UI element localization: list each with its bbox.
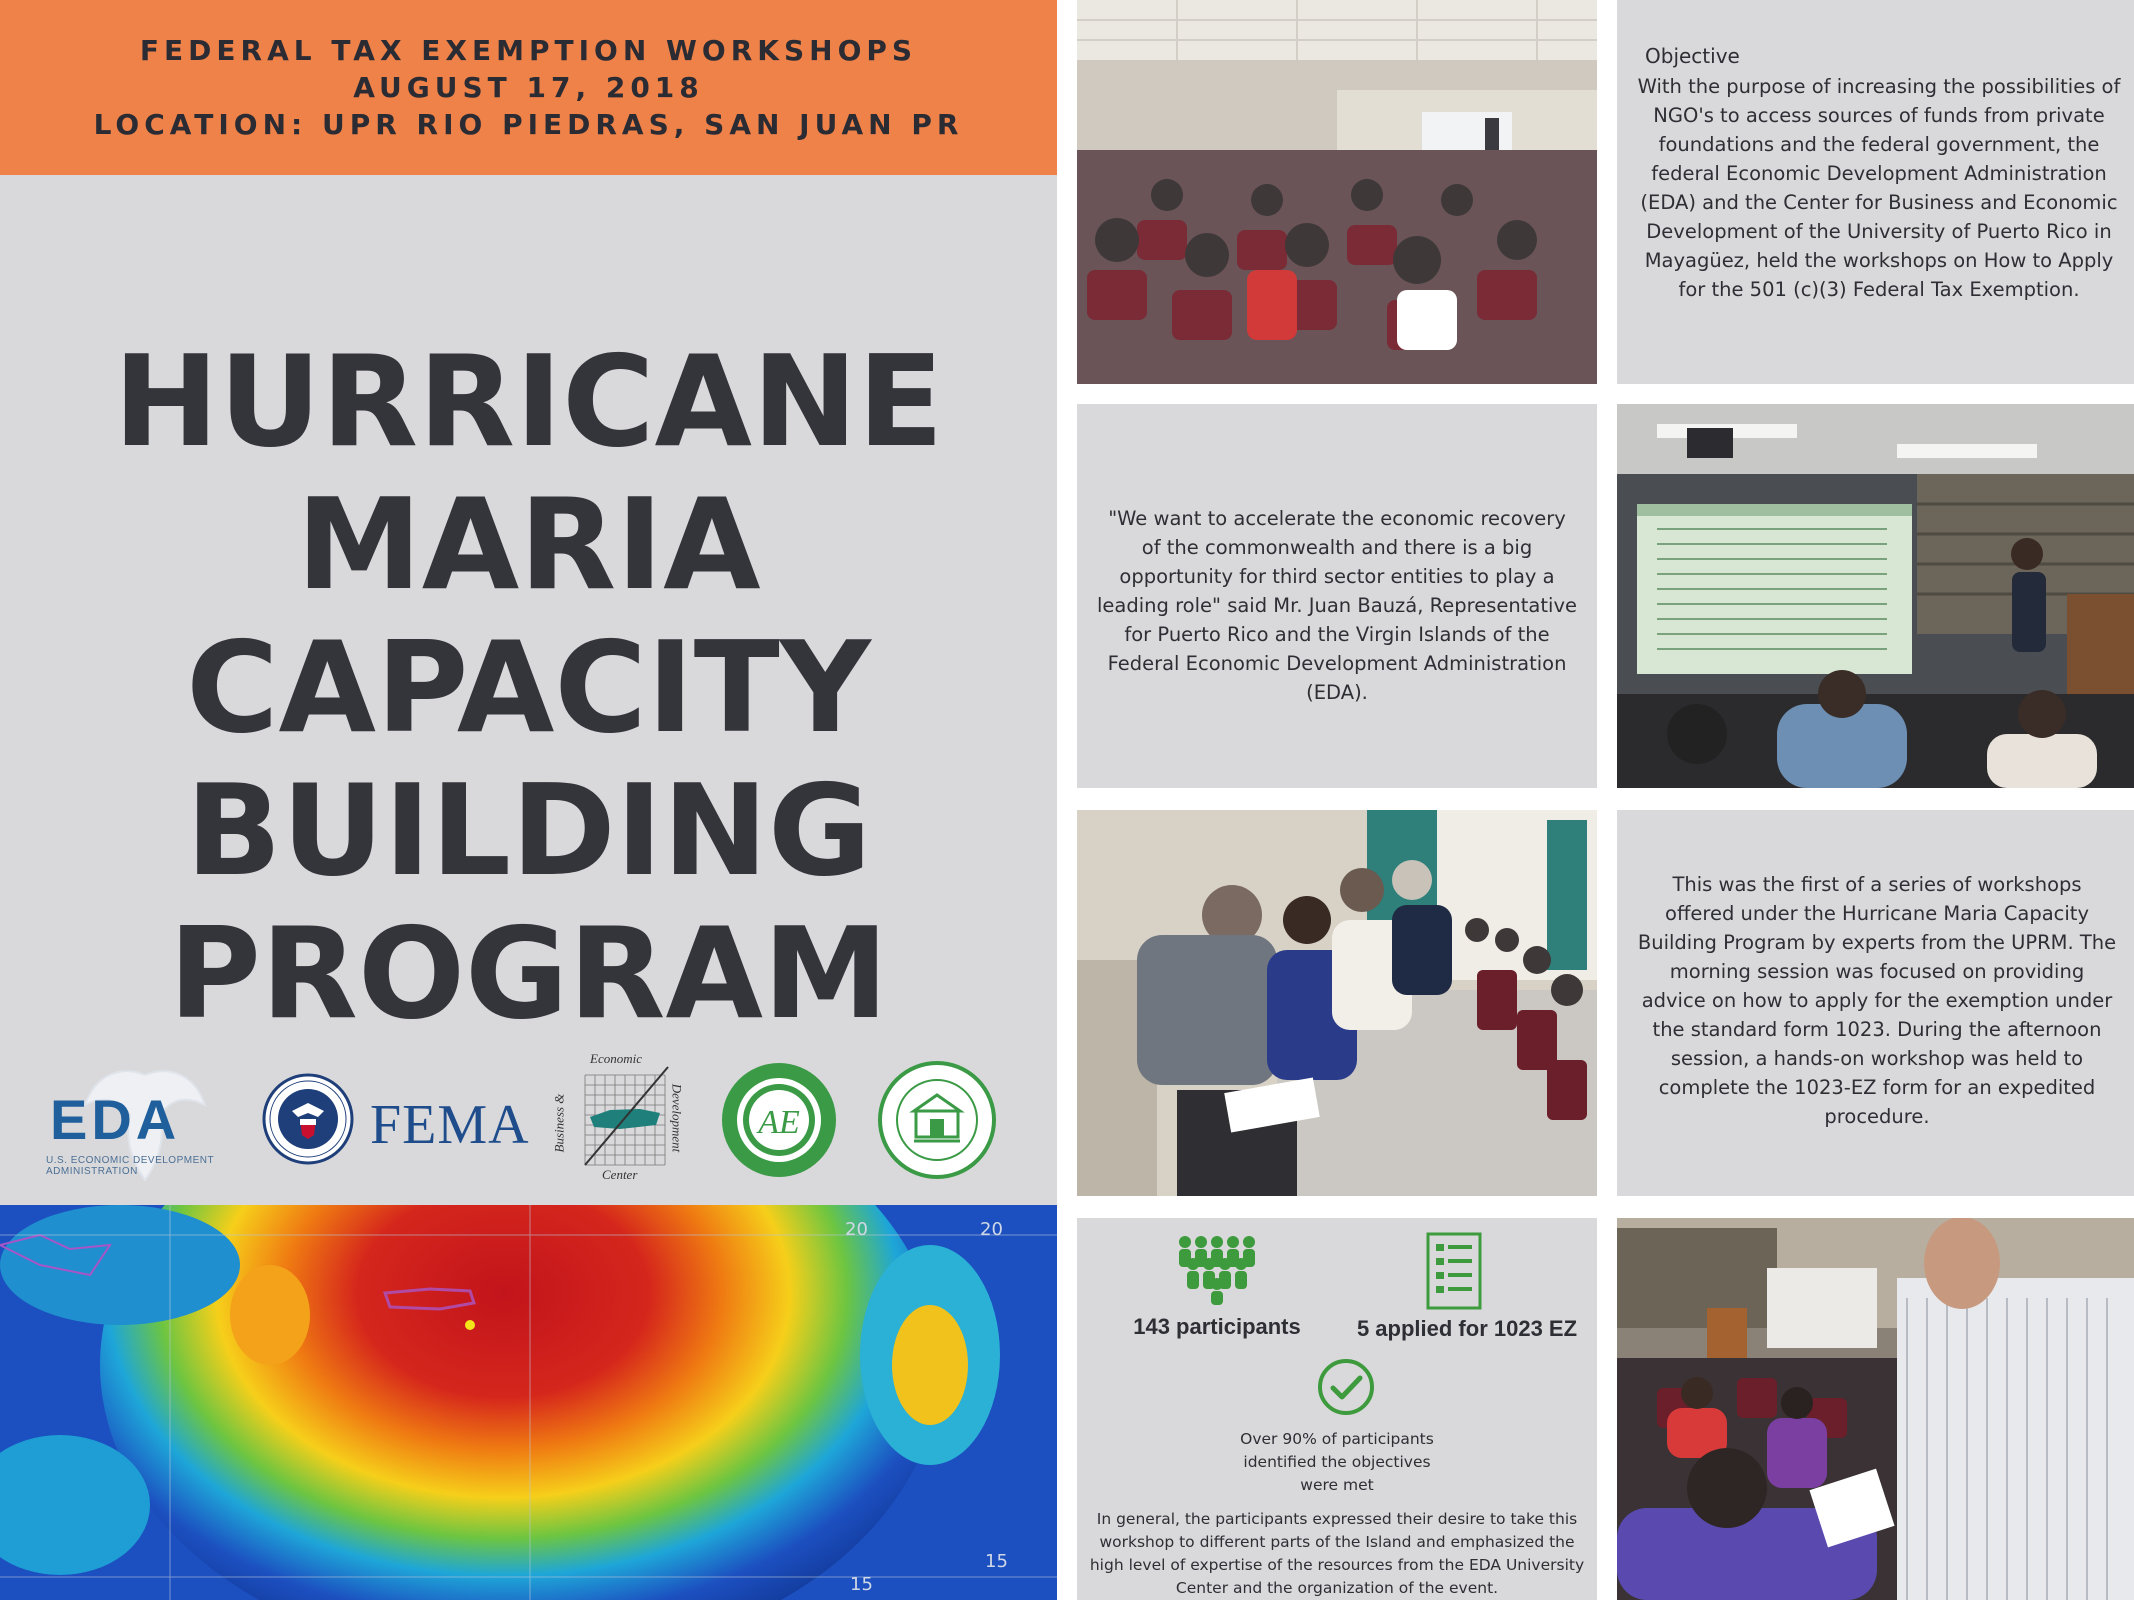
- dhs-seal-icon: [262, 1073, 354, 1165]
- instructor-assisting-photo: [1617, 1218, 2134, 1600]
- recinto-seal-icon: [878, 1061, 996, 1179]
- fema-wordmark: FEMA: [370, 1094, 530, 1156]
- bec-development-label: Development: [669, 1083, 685, 1153]
- form-checklist-icon: [1426, 1232, 1482, 1310]
- stats-panel: [1077, 1218, 1597, 1600]
- map-lat-label: 15: [985, 1551, 1008, 1572]
- workshop-title: FEDERAL TAX EXEMPTION WORKSHOPS: [139, 34, 918, 67]
- title-line: HURRICANE: [113, 328, 944, 475]
- bec-business-label: Business &: [551, 1093, 567, 1153]
- bec-logo: [551, 1051, 690, 1185]
- title-line: BUILDING: [185, 757, 872, 904]
- title-line: CAPACITY: [186, 614, 871, 761]
- eda-subtitle: U.S. ECONOMIC DEVELOPMENT ADMINISTRATION: [46, 1155, 214, 1177]
- eda-wordmark: EDA: [50, 1088, 181, 1151]
- checkmark-circle-icon: [1317, 1358, 1375, 1416]
- applied-count: 5 applied for 1023 EZ: [1356, 1316, 1578, 1341]
- participants-count: 143 participants: [1133, 1314, 1301, 1339]
- map-lat-label: 20: [980, 1219, 1003, 1240]
- objective-text: With the purpose of increasing the possibilities of NGO's to access sources of funds from private foundations and the federal government, the federal Economic Development Administration (EDA) and the Center for Business and Economic Development of the University of Puerto Rico in Mayagüez, held the workshops on How to Apply for the 501 (c)(3) Federal Tax Exemption.: [1637, 75, 2121, 301]
- participants-photo: [1077, 810, 1597, 1196]
- map-lat-label: 20: [845, 1219, 868, 1240]
- header-band: [0, 0, 1057, 175]
- workshop-audience-photo: [1077, 0, 1597, 384]
- presenter-photo: [1617, 404, 2134, 788]
- ae-seal-icon: [720, 1061, 838, 1179]
- series-panel: [1617, 810, 2134, 1196]
- quote-text: "We want to accelerate the economic recovery of the commonwealth and there is a big opportunity for third sector entities to play a leading role" said Mr. Juan Bauzá, Representative for Puerto Rico and the Virgin Islands of the Federal Economic Development Administration (EDA).: [1097, 507, 1577, 704]
- hurricane-satellite-image: [0, 1205, 1057, 1600]
- workshop-location: LOCATION: UPR RIO PIEDRAS, SAN JUAN PR: [93, 108, 964, 141]
- program-title: [0, 330, 1057, 1045]
- objective-heading: Objective: [1645, 44, 1740, 68]
- ae-letters: AE: [758, 1104, 800, 1141]
- quote-panel: [1077, 404, 1597, 788]
- sponsor-logos: [40, 1051, 1020, 1185]
- objective-panel: [1617, 0, 2134, 384]
- bec-center-label: Center: [602, 1167, 638, 1182]
- series-text: This was the first of a series of workshops offered under the Hurricane Maria Capacity Building Program by experts from the UPRM. The morning session was focused on providing advice on how to apply for the exemption under the standard form 1023. During the afternoon session, a hands-on workshop was held to complete the 1023-EZ form for an expedited procedure.: [1637, 873, 2117, 1128]
- title-line: MARIA: [296, 471, 761, 618]
- general-feedback-text: In general, the participants expressed their desire to take this workshop to different parts of the Island and emphasized the high level of expertise of the resources from the EDA University Center and the organization of the event.: [1089, 1510, 1585, 1597]
- bec-economic-label: Economic: [590, 1051, 642, 1066]
- people-group-icon: [1175, 1234, 1259, 1306]
- workshop-date: AUGUST 17, 2018: [353, 71, 704, 104]
- title-line: PROGRAM: [168, 900, 889, 1047]
- map-lat-label: 15: [850, 1574, 873, 1595]
- objectives-met-text: Over 90% of participants identified the objectives were met: [1240, 1430, 1434, 1494]
- eda-logo: [40, 1055, 240, 1185]
